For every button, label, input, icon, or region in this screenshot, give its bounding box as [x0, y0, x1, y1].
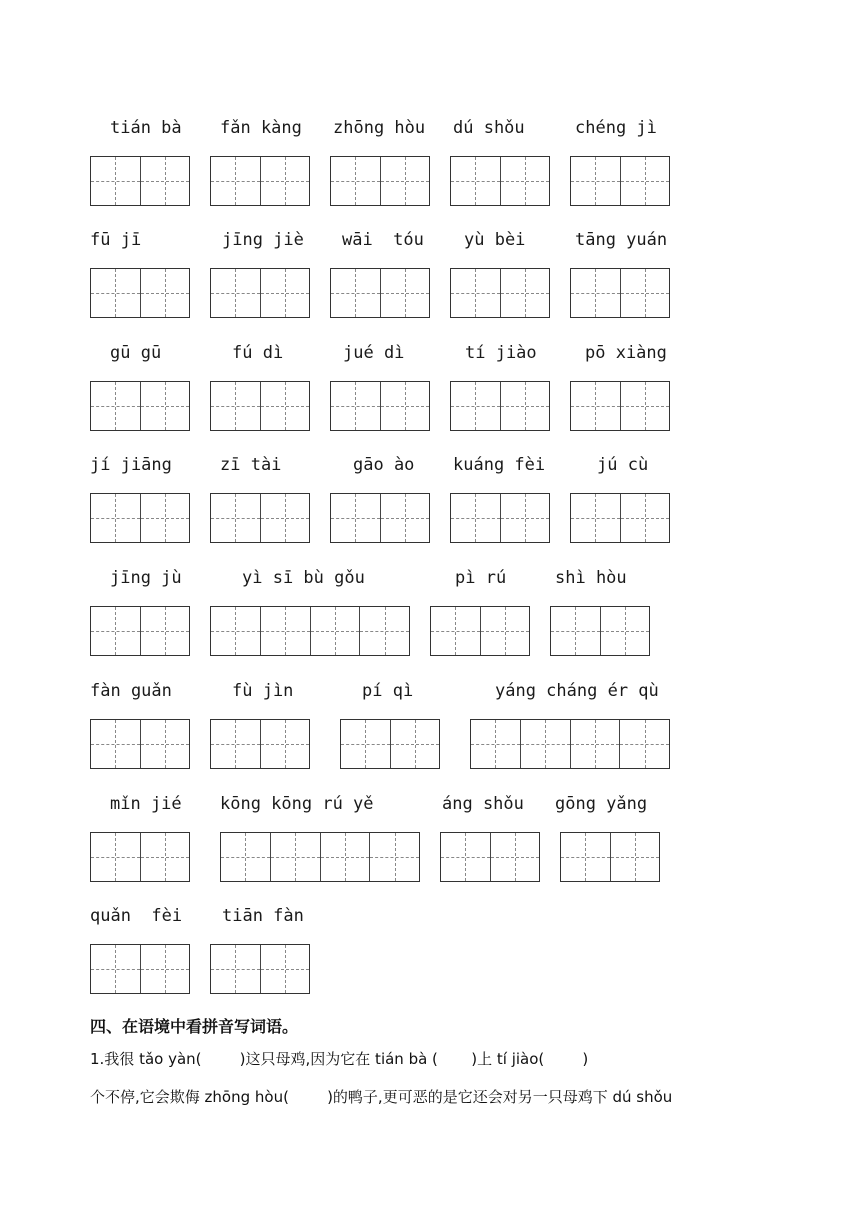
tian-zi-ge-cell[interactable] — [551, 607, 601, 655]
tian-zi-ge-cell[interactable] — [381, 269, 430, 317]
pinyin-label: jú cù — [597, 455, 649, 475]
writing-box[interactable] — [450, 268, 550, 318]
tian-zi-ge-cell[interactable] — [211, 607, 261, 655]
writing-box[interactable] — [450, 381, 550, 431]
tian-zi-ge-cell[interactable] — [441, 833, 491, 881]
pinyin-label: chéng jì — [575, 118, 657, 138]
writing-box[interactable] — [570, 493, 670, 543]
tian-zi-ge-cell[interactable] — [501, 494, 550, 542]
tian-zi-ge-cell[interactable] — [621, 382, 670, 430]
writing-box[interactable] — [210, 156, 310, 206]
tian-zi-ge-cell[interactable] — [571, 382, 621, 430]
tian-zi-ge-cell[interactable] — [91, 382, 141, 430]
writing-box[interactable] — [210, 268, 310, 318]
tian-zi-ge-cell[interactable] — [221, 833, 271, 881]
tian-zi-ge-cell[interactable] — [141, 269, 190, 317]
tian-zi-ge-cell[interactable] — [211, 382, 261, 430]
writing-box[interactable] — [90, 156, 190, 206]
writing-box[interactable] — [210, 606, 410, 656]
tian-zi-ge-cell[interactable] — [211, 720, 261, 768]
tian-zi-ge-cell[interactable] — [571, 157, 621, 205]
pinyin-label: jí jiāng — [90, 455, 172, 475]
pinyin-label: fú dì — [232, 343, 284, 363]
tian-zi-ge-cell[interactable] — [141, 720, 190, 768]
tian-zi-ge-cell[interactable] — [621, 269, 670, 317]
tian-zi-ge-cell[interactable] — [91, 269, 141, 317]
tian-zi-ge-cell[interactable] — [91, 720, 141, 768]
tian-zi-ge-cell[interactable] — [261, 720, 310, 768]
tian-zi-ge-cell[interactable] — [571, 269, 621, 317]
pinyin-label: gāo ào — [353, 455, 415, 475]
tian-zi-ge-cell[interactable] — [261, 607, 311, 655]
tian-zi-ge-cell[interactable] — [451, 269, 501, 317]
tian-zi-ge-cell[interactable] — [271, 833, 321, 881]
writing-box[interactable] — [90, 719, 190, 769]
tian-zi-ge-cell[interactable] — [211, 269, 261, 317]
tian-zi-ge-cell[interactable] — [451, 494, 501, 542]
writing-box[interactable] — [470, 719, 670, 769]
tian-zi-ge-cell[interactable] — [381, 157, 430, 205]
pinyin-label: tāng yuán — [575, 230, 668, 250]
pinyin-label: dú shǒu — [453, 118, 525, 138]
writing-box[interactable] — [330, 156, 430, 206]
pinyin-label: fù jìn — [232, 681, 294, 701]
tian-zi-ge-cell[interactable] — [561, 833, 611, 881]
writing-box[interactable] — [330, 381, 430, 431]
writing-box[interactable] — [210, 493, 310, 543]
pinyin-label: kōng kōng rú yě — [220, 794, 374, 814]
writing-box[interactable] — [570, 156, 670, 206]
tian-zi-ge-cell[interactable] — [481, 607, 530, 655]
tian-zi-ge-cell[interactable] — [370, 833, 419, 881]
tian-zi-ge-cell[interactable] — [501, 269, 550, 317]
writing-box[interactable] — [340, 719, 440, 769]
tian-zi-ge-cell[interactable] — [141, 157, 190, 205]
writing-box[interactable] — [570, 381, 670, 431]
tian-zi-ge-cell[interactable] — [571, 494, 621, 542]
pinyin-label: quǎn fèi — [90, 906, 183, 926]
writing-box[interactable] — [210, 944, 310, 994]
tian-zi-ge-cell[interactable] — [391, 720, 440, 768]
tian-zi-ge-cell[interactable] — [360, 607, 409, 655]
pinyin-label: jué dì — [343, 343, 405, 363]
pinyin-label: shì hòu — [555, 568, 627, 588]
pinyin-label: gōng yǎng — [555, 794, 648, 814]
tian-zi-ge-cell[interactable] — [261, 157, 310, 205]
pinyin-label: wāi tóu — [342, 230, 424, 250]
tian-zi-ge-cell[interactable] — [91, 833, 141, 881]
tian-zi-ge-cell[interactable] — [381, 494, 430, 542]
pinyin-label: áng shǒu — [442, 794, 524, 814]
tian-zi-ge-cell[interactable] — [491, 833, 540, 881]
pinyin-label: kuáng fèi — [453, 455, 546, 475]
tian-zi-ge-cell[interactable] — [341, 720, 391, 768]
tian-zi-ge-cell[interactable] — [261, 382, 310, 430]
writing-box[interactable] — [450, 156, 550, 206]
tian-zi-ge-cell[interactable] — [141, 945, 190, 993]
tian-zi-ge-cell[interactable] — [571, 720, 621, 768]
pinyin-label: tián bà — [110, 118, 182, 138]
writing-box[interactable] — [90, 832, 190, 882]
tian-zi-ge-cell[interactable] — [501, 382, 550, 430]
tian-zi-ge-cell[interactable] — [311, 607, 361, 655]
writing-box[interactable] — [450, 493, 550, 543]
pinyin-label: yì sī bù gǒu — [242, 568, 365, 588]
pinyin-label: tiān fàn — [222, 906, 304, 926]
pinyin-label: pí qì — [362, 681, 414, 701]
pinyin-label: mǐn jié — [110, 794, 182, 814]
tian-zi-ge-cell[interactable] — [521, 720, 571, 768]
writing-box[interactable] — [90, 493, 190, 543]
pinyin-label: yù bèi — [464, 230, 526, 250]
paragraph-line-2: 个不停,它会欺侮 zhōng hòu( )的鸭子,更可恶的是它还会对另一只母鸡下 dú shǒu — [90, 1088, 673, 1106]
tian-zi-ge-cell[interactable] — [91, 607, 141, 655]
tian-zi-ge-cell[interactable] — [621, 157, 670, 205]
writing-box[interactable] — [210, 719, 310, 769]
tian-zi-ge-cell[interactable] — [451, 382, 501, 430]
tian-zi-ge-cell[interactable] — [211, 157, 261, 205]
tian-zi-ge-cell[interactable] — [331, 494, 381, 542]
writing-box[interactable] — [90, 381, 190, 431]
tian-zi-ge-cell[interactable] — [621, 494, 670, 542]
tian-zi-ge-cell[interactable] — [601, 607, 650, 655]
tian-zi-ge-cell[interactable] — [620, 720, 669, 768]
pinyin-label: fàn guǎn — [90, 681, 172, 701]
pinyin-label: pì rú — [455, 568, 507, 588]
writing-box[interactable] — [430, 606, 530, 656]
writing-box[interactable] — [90, 944, 190, 994]
pinyin-label: pō xiàng — [585, 343, 667, 363]
tian-zi-ge-cell[interactable] — [381, 382, 430, 430]
pinyin-label: jīng jù — [110, 568, 182, 588]
tian-zi-ge-cell[interactable] — [501, 157, 550, 205]
tian-zi-ge-cell[interactable] — [141, 494, 190, 542]
tian-zi-ge-cell[interactable] — [451, 157, 501, 205]
tian-zi-ge-cell[interactable] — [261, 269, 310, 317]
writing-box[interactable] — [570, 268, 670, 318]
tian-zi-ge-cell[interactable] — [261, 494, 310, 542]
tian-zi-ge-cell[interactable] — [321, 833, 371, 881]
tian-zi-ge-cell[interactable] — [211, 945, 261, 993]
pinyin-label: tí jiào — [465, 343, 537, 363]
pinyin-label: yáng cháng ér qù — [495, 681, 659, 701]
pinyin-label: zhōng hòu — [333, 118, 426, 138]
tian-zi-ge-cell[interactable] — [91, 157, 141, 205]
tian-zi-ge-cell[interactable] — [91, 494, 141, 542]
pinyin-label: fǎn kàng — [220, 118, 302, 138]
writing-box[interactable] — [210, 381, 310, 431]
tian-zi-ge-cell[interactable] — [141, 607, 190, 655]
tian-zi-ge-cell[interactable] — [431, 607, 481, 655]
tian-zi-ge-cell[interactable] — [611, 833, 660, 881]
tian-zi-ge-cell[interactable] — [91, 945, 141, 993]
tian-zi-ge-cell[interactable] — [331, 269, 381, 317]
writing-box[interactable] — [220, 832, 420, 882]
writing-box[interactable] — [440, 832, 540, 882]
pinyin-label: fū jī — [90, 230, 142, 250]
writing-box[interactable] — [330, 268, 430, 318]
writing-box[interactable] — [560, 832, 660, 882]
tian-zi-ge-cell[interactable] — [471, 720, 521, 768]
tian-zi-ge-cell[interactable] — [141, 833, 190, 881]
writing-box[interactable] — [330, 493, 430, 543]
tian-zi-ge-cell[interactable] — [331, 382, 381, 430]
writing-box[interactable] — [550, 606, 650, 656]
writing-box[interactable] — [90, 268, 190, 318]
paragraph-line-1: 1.我很 tǎo yàn( )这只母鸡,因为它在 tián bà ( )上 tí jiào( ) — [90, 1050, 589, 1068]
tian-zi-ge-cell[interactable] — [261, 945, 310, 993]
section-heading: 四、在语境中看拼音写词语。 — [90, 1017, 299, 1036]
tian-zi-ge-cell[interactable] — [141, 382, 190, 430]
pinyin-label: gū gū — [110, 343, 162, 363]
pinyin-label: zī tài — [220, 455, 282, 475]
tian-zi-ge-cell[interactable] — [331, 157, 381, 205]
pinyin-label: jīng jiè — [222, 230, 304, 250]
writing-box[interactable] — [90, 606, 190, 656]
tian-zi-ge-cell[interactable] — [211, 494, 261, 542]
